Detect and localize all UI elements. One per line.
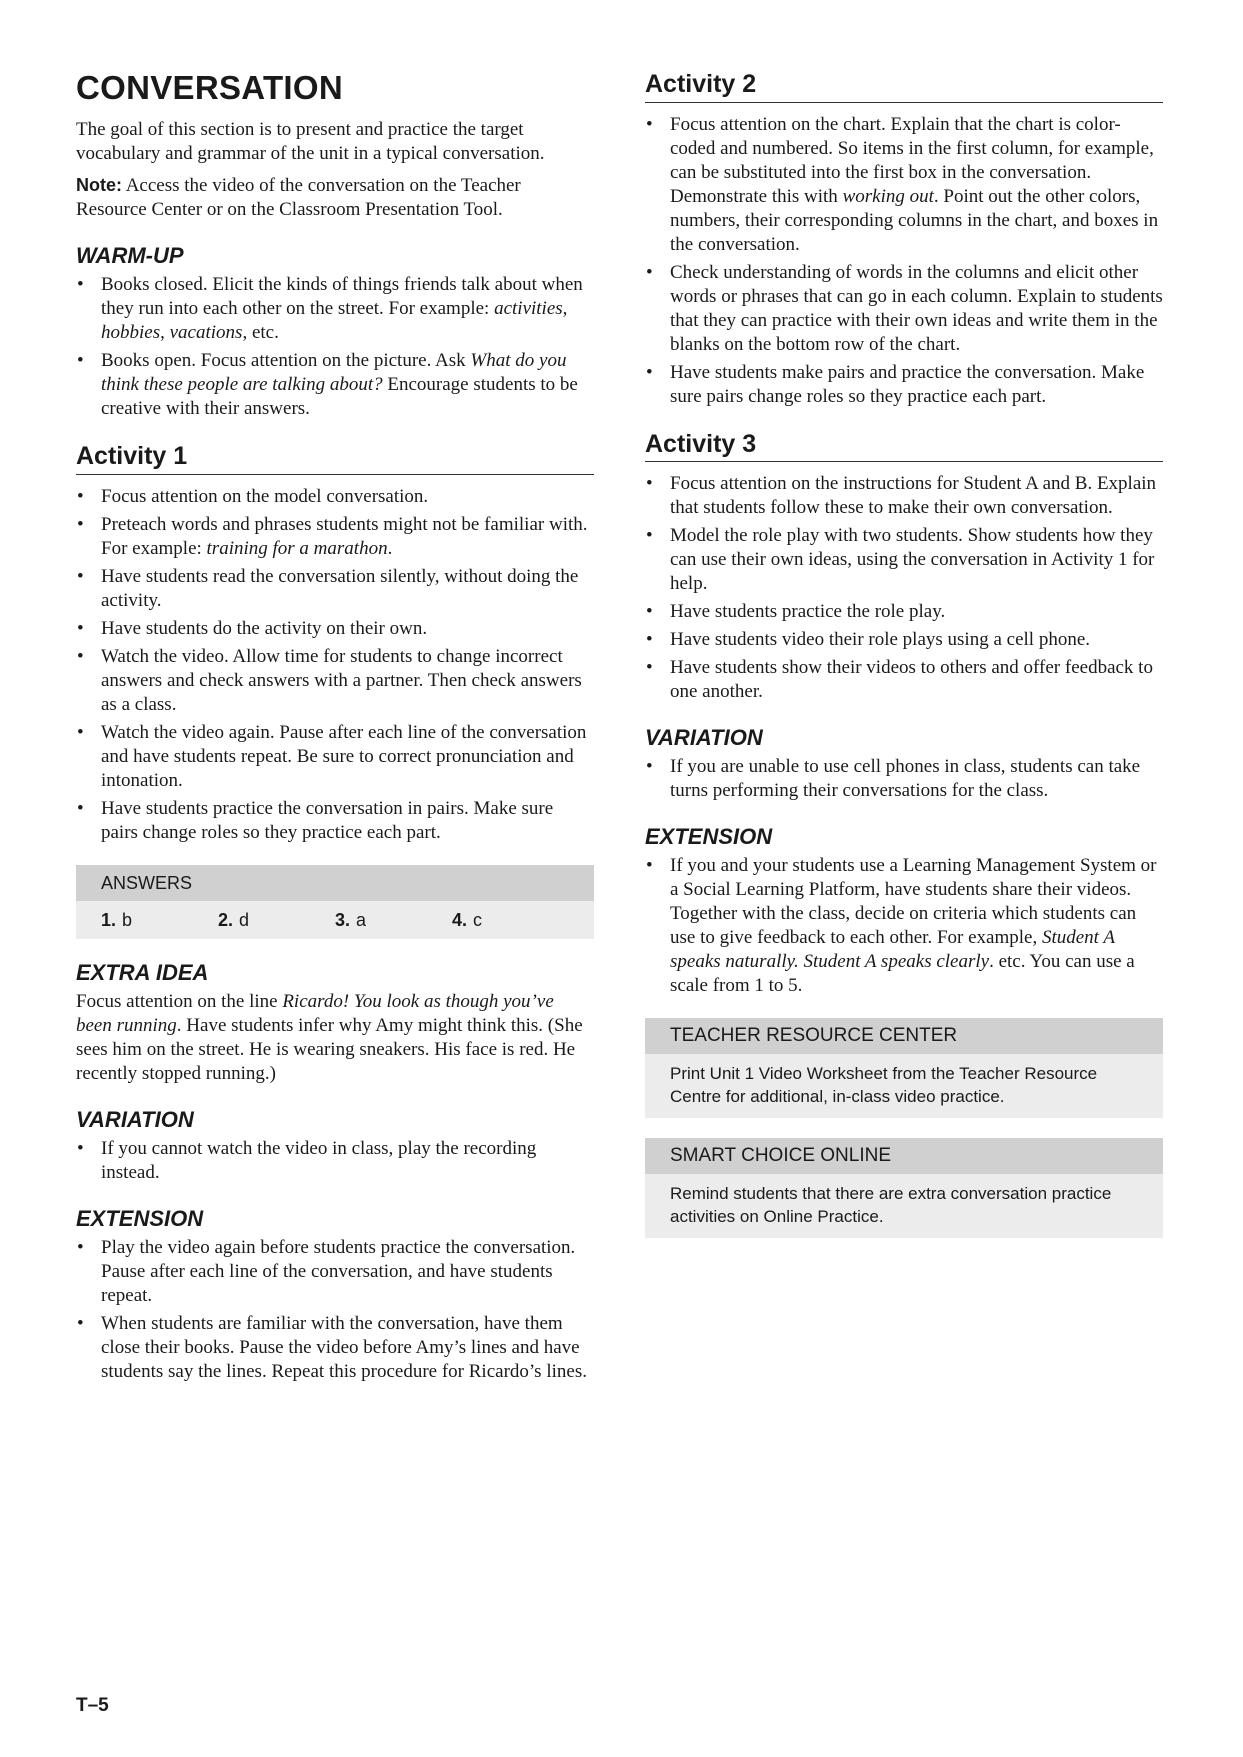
note-label: Note:	[76, 175, 122, 195]
list-item: • Have students practice the conversation in pairs. Make sure pairs change roles so they practice each part.	[76, 797, 594, 845]
warmup-heading: WARM-UP	[76, 243, 184, 268]
page-number: T–5	[76, 1695, 109, 1716]
list-item: • Books open. Focus attention on the picture. Ask What do you think these people are talking about? Encourage students to be creative with their answers.	[76, 349, 594, 421]
extension-list	[645, 854, 1163, 998]
list-item: • Books closed. Elicit the kinds of things friends talk about when they run into each other on the street. For example: activities, hobbies, vacations, etc.	[76, 273, 594, 345]
list-item: • Focus attention on the model conversation.	[76, 485, 594, 509]
list-item: • If you cannot watch the video in class, play the recording instead.	[76, 1137, 594, 1185]
answers-box	[76, 865, 594, 939]
list-item: • Have students read the conversation silently, without doing the activity.	[76, 565, 594, 613]
smart-choice-online-box	[645, 1138, 1163, 1238]
list-item: • Model the role play with two students. Show students how they can use their own ideas, using the conversation in Activity 1 for help.	[645, 524, 1163, 596]
left-column	[76, 66, 594, 1388]
list-item: • If you are unable to use cell phones in class, students can take turns performing their conversations for the class.	[645, 755, 1163, 803]
extra-idea-heading: EXTRA IDEA	[76, 959, 209, 985]
list-item: • Have students show their videos to others and offer feedback to one another.	[645, 656, 1163, 704]
answer-item: 4. c	[452, 909, 483, 930]
box-body: Print Unit 1 Video Worksheet from the Teacher Resource Centre for additional, in-class video practice.	[670, 1064, 1098, 1107]
list-item: • Watch the video. Allow time for students to change incorrect answers and check answers with a partner. Then check answers as a class.	[76, 645, 594, 717]
list-item: • Have students video their role plays using a cell phone.	[645, 628, 1163, 652]
variation-heading: VARIATION	[645, 725, 763, 750]
box-heading: TEACHER RESOURCE CENTER	[645, 1018, 1163, 1054]
activity1-heading: Activity 1	[76, 443, 594, 475]
list-item: • Have students practice the role play.	[645, 600, 1163, 624]
box-body: Remind students that there are extra conversation practice activities on Online Practice.	[670, 1184, 1112, 1227]
activity1-list	[76, 485, 594, 845]
note-paragraph	[76, 173, 594, 222]
extension-heading: EXTENSION	[76, 1206, 204, 1232]
list-item: • Check understanding of words in the columns and elicit other words or phrases that can go in each column. Explain to students that they can practice with their own ideas and write them in the blanks on the bottom row of the chart.	[645, 261, 1163, 357]
activity3-list	[645, 472, 1163, 704]
answer-item: 2. d	[218, 909, 250, 930]
warmup-list	[76, 273, 594, 421]
list-item: • Focus attention on the chart. Explain that the chart is color-coded and numbered. So items in the first column, for example, can be substituted into the first box in the conversation. Demonstrate this with working out. Point out the other colors, numbers, their corresponding columns in the chart, and boxes in the conversation.	[645, 113, 1163, 257]
list-item: • When students are familiar with the conversation, have them close their books. Pause the video before Amy’s lines and have students say the lines. Repeat this procedure for Ricardo’s lines.	[76, 1312, 594, 1384]
list-item: • Watch the video again. Pause after each line of the conversation and have students repeat. Be sure to correct pronunciation and intonation.	[76, 721, 594, 793]
teacher-resource-center-box	[645, 1018, 1163, 1118]
list-item: • Play the video again before students practice the conversation. Pause after each line of the conversation, and have students repeat.	[76, 1236, 594, 1308]
answer-item: 3. a	[335, 909, 367, 930]
intro-paragraph: The goal of this section is to present and practice the target vocabulary and grammar of the unit in a typical conversation.	[76, 119, 545, 164]
extension-heading: EXTENSION	[645, 824, 773, 850]
list-item: • If you and your students use a Learning Management System or a Social Learning Platform, have students share their videos. Together with the class, decide on criteria which students can use to give feedback to each other. For example, Student A speaks naturally. Student A speaks clearly. etc. You can use a scale from 1 to 5.	[645, 854, 1163, 998]
list-item: • Focus attention on the instructions for Student A and B. Explain that students follow these to make their own conversation.	[645, 472, 1163, 520]
extension-list	[76, 1236, 594, 1384]
extra-idea-paragraph: Focus attention on the line Ricardo! You look as though you’ve been running. Have students infer why Amy might think this. (She sees him on the street. He is wearing sneakers. His face is red. He recently stopped running.)	[76, 990, 583, 1084]
variation-heading: VARIATION	[76, 1106, 194, 1132]
list-item: • Preteach words and phrases students might not be familiar with. For example: training for a marathon.	[76, 513, 594, 561]
variation-list	[76, 1137, 594, 1185]
page-title: CONVERSATION	[76, 69, 344, 106]
list-item: • Have students make pairs and practice the conversation. Make sure pairs change roles so they practice each part.	[645, 361, 1163, 409]
activity3-heading: Activity 3	[645, 431, 1163, 463]
answer-item: 1. b	[101, 909, 133, 930]
right-column	[645, 66, 1163, 1238]
list-item: • Have students do the activity on their own.	[76, 617, 594, 641]
box-heading: SMART CHOICE ONLINE	[645, 1138, 1163, 1174]
activity2-list	[645, 113, 1163, 409]
answers-heading: ANSWERS	[76, 865, 594, 901]
variation-list	[645, 755, 1163, 803]
activity2-heading: Activity 2	[645, 71, 1163, 103]
answers-row	[76, 901, 594, 939]
note-text: Access the video of the conversation on the Teacher Resource Center or on the Classroom Presentation Tool.	[76, 175, 521, 220]
